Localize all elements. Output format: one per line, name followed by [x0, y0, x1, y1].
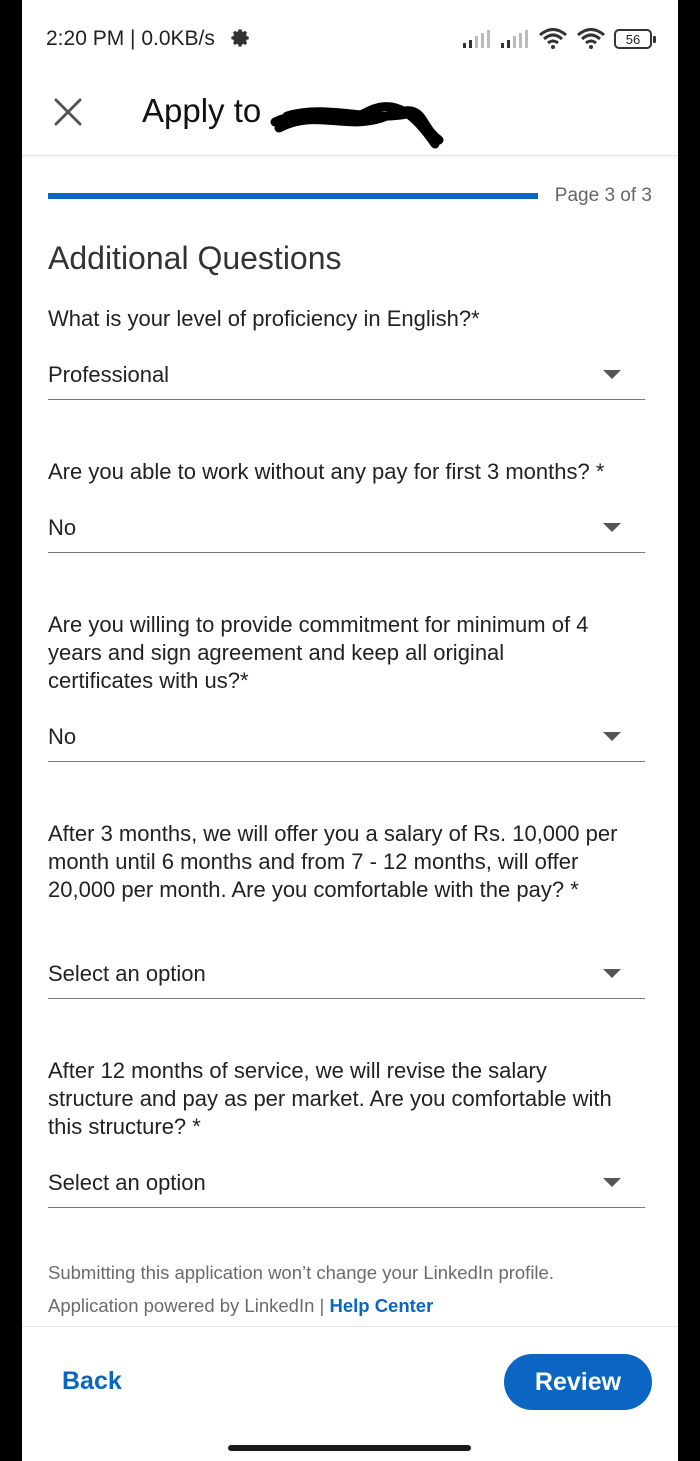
status-icons [462, 26, 652, 52]
review-button[interactable]: Review [504, 1354, 652, 1410]
signal-icon [462, 29, 492, 49]
select-salary-offer[interactable] [48, 959, 645, 999]
question-commitment: Are you willing to provide commitment for minimum of 4 years and sign agreement and keep all original certificates with us?* [48, 612, 589, 693]
progress-bar [48, 193, 538, 199]
page-title: Apply to [142, 92, 262, 129]
question-salary-offer: After 3 months, we will offer you a salary of Rs. 10,000 per month until 6 months and from 7 - 12 months, will offer 20,000 per month. Are you comfortable with the pay? * [48, 821, 618, 902]
battery-icon [614, 29, 652, 49]
status-time: 2:20 PM | 0.0KB/s [46, 27, 215, 50]
dropdown-arrow-icon [603, 523, 621, 532]
wifi-icon [538, 28, 568, 50]
close-icon [53, 97, 83, 127]
status-bar [22, 0, 678, 72]
select-value: No [48, 515, 77, 540]
dropdown-arrow-icon [603, 1178, 621, 1187]
profile-note: Submitting this application won’t change your LinkedIn profile. [48, 1262, 554, 1283]
dropdown-arrow-icon [603, 370, 621, 379]
select-english-proficiency[interactable] [48, 360, 645, 400]
wifi-icon [576, 28, 606, 50]
page-indicator: Page 3 of 3 [554, 185, 652, 206]
redaction-scribble [267, 88, 447, 150]
question-english-proficiency: What is your level of proficiency in English?* [48, 306, 480, 331]
bottom-action-bar [22, 1326, 678, 1461]
select-value: Professional [48, 362, 170, 387]
select-work-without-pay[interactable] [48, 513, 645, 553]
question-salary-revision: After 12 months of service, we will revise the salary structure and pay as per market. Are you comfortable with this structure? * [48, 1058, 612, 1139]
app-header [22, 72, 678, 156]
screen [22, 0, 678, 1461]
help-center-link[interactable]: Help Center [329, 1295, 434, 1316]
select-value: Select an option [48, 961, 206, 986]
signal-icon [500, 29, 530, 49]
dropdown-arrow-icon [603, 969, 621, 978]
section-title: Additional Questions [48, 240, 342, 276]
powered-by-text: Application powered by LinkedIn | [48, 1295, 325, 1316]
select-value: No [48, 724, 77, 749]
device-frame-right [678, 0, 700, 1461]
battery-level: 56 [625, 31, 641, 47]
powered-by-note [48, 1295, 433, 1317]
close-button[interactable] [46, 90, 90, 134]
back-button[interactable]: Back [62, 1367, 122, 1395]
progress-bar-fill [48, 193, 538, 199]
question-work-without-pay: Are you able to work without any pay for first 3 months? * [48, 459, 605, 484]
dropdown-arrow-icon [603, 732, 621, 741]
select-commitment[interactable] [48, 722, 645, 762]
select-value: Select an option [48, 1170, 206, 1195]
device-frame-left [0, 0, 22, 1461]
select-salary-revision[interactable] [48, 1168, 645, 1208]
home-indicator[interactable] [228, 1445, 471, 1451]
settings-gear-icon [230, 28, 252, 50]
